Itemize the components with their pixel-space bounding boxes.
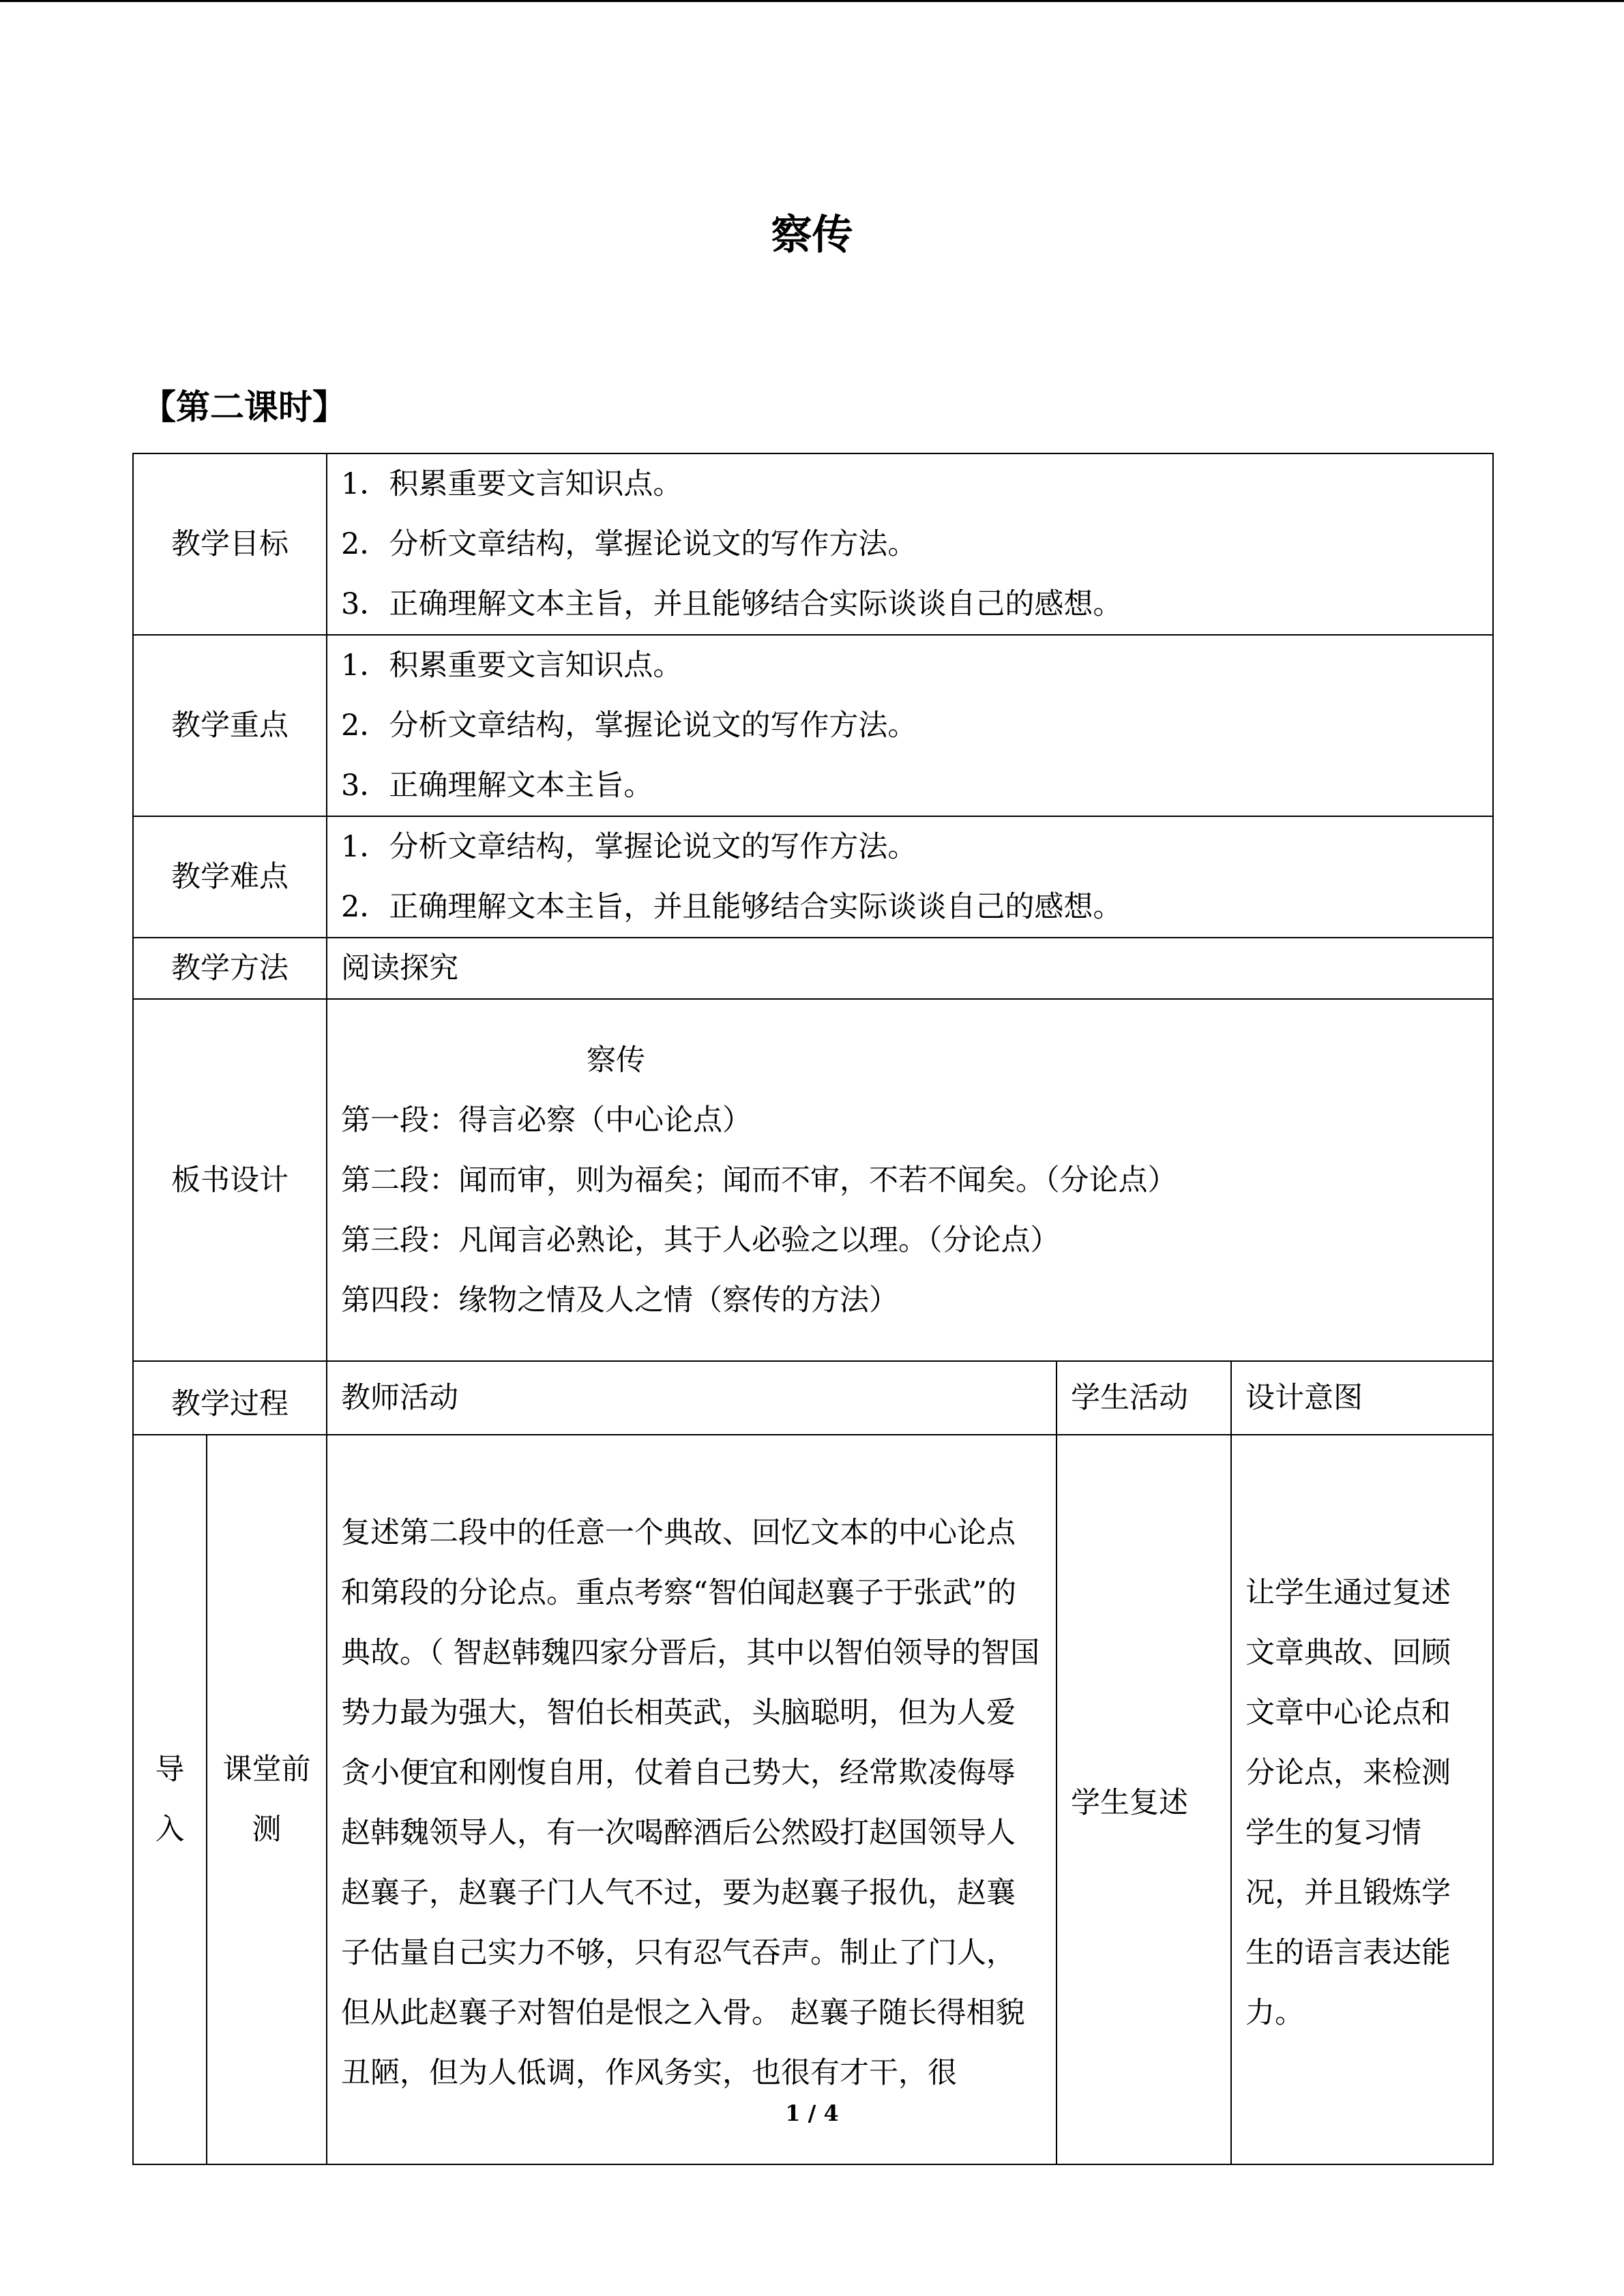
method-row <box>133 938 1493 999</box>
design-intent-text: 让学生通过复述文章典故、回顾文章中心论点和分论点，来检测学生的复习情况，并且锻炼学生的语言表达能力。 <box>1231 1435 1493 2164</box>
method-value: 阅读探究 <box>327 938 1493 999</box>
step-label: 课堂前测 <box>207 1435 327 2164</box>
board-label: 板书设计 <box>133 999 327 1361</box>
key-point-item: 1．积累重要文言知识点。 <box>341 648 683 683</box>
teacher-activity-header: 教师活动 <box>327 1361 1057 1435</box>
difficulties-content <box>327 816 1493 938</box>
difficulties-row <box>133 816 1493 938</box>
key-points-row <box>133 635 1493 816</box>
design-intent-header: 设计意图 <box>1231 1361 1493 1435</box>
student-activity-text: 学生复述 <box>1057 1435 1231 2164</box>
key-points-content <box>327 635 1493 816</box>
page-number: 1 / 4 <box>785 2100 839 2126</box>
difficulty-item: 1．分析文章结构，掌握论说文的写作方法。 <box>341 830 917 864</box>
board-content <box>327 999 1493 1361</box>
key-points-label: 教学重点 <box>133 635 327 816</box>
student-activity-header: 学生活动 <box>1057 1361 1231 1435</box>
objectives-content <box>327 453 1493 635</box>
process-header-row <box>133 1361 1493 1435</box>
page-title: 察传 <box>771 211 853 259</box>
key-point-item: 3．正确理解文本主旨。 <box>341 769 653 803</box>
session-heading: 【第二课时】 <box>142 387 346 427</box>
difficulty-item: 2．正确理解文本主旨，并且能够结合实际谈谈自己的感想。 <box>341 890 1123 924</box>
key-point-item: 2．分析文章结构，掌握论说文的写作方法。 <box>341 709 917 743</box>
top-border <box>0 0 1624 2</box>
objective-item: 3．正确理解文本主旨，并且能够结合实际谈谈自己的感想。 <box>341 587 1123 621</box>
stage-label: 导入 <box>133 1435 207 2164</box>
board-line: 第二段：闻而审，则为福矣；闻而不审，不若不闻矣。（分论点） <box>341 1163 1177 1197</box>
process-label: 教学过程 <box>133 1361 327 1435</box>
method-label: 教学方法 <box>133 938 327 999</box>
objectives-row <box>133 453 1493 635</box>
objective-item: 1．积累重要文言知识点。 <box>341 467 683 501</box>
board-line: 第四段：缘物之情及人之情（察传的方法） <box>341 1283 898 1317</box>
lesson-plan-table <box>132 453 1494 2165</box>
board-line: 第三段：凡闻言必熟论，其于人必验之以理。（分论点） <box>341 1223 1060 1257</box>
objectives-label: 教学目标 <box>133 453 327 635</box>
objective-item: 2．分析文章结构，掌握论说文的写作方法。 <box>341 527 917 561</box>
intro-row <box>133 1435 1493 2164</box>
board-row <box>133 999 1493 1361</box>
teacher-activity-text: 复述第二段中的任意一个典故、回忆文本的中心论点和第段的分论点。重点考察“智伯闻赵襄子于张武”的典故。（ 智赵韩魏四家分晋后，其中以智伯领导的智国势力最为强大，智伯长相英武，头脑聪明，但为人爱贪小便宜和刚愎自用，仗着自己势大，经常欺凌侮辱赵韩魏领导人，有一次喝醉酒后公然殴打赵国领导人赵襄子，赵襄子门人气不过，要为赵襄子报仇，赵襄子估量自己实力不够，只有忍气吞声。制止了门人，但从此赵襄子对智伯是恨之入骨。 赵襄子随长得相貌丑陋，但为人低调，作风务实，也很有才干，很 <box>327 1435 1057 2164</box>
board-line: 第一段：得言必察（中心论点） <box>341 1103 752 1137</box>
board-title: 察传 <box>587 1043 645 1077</box>
difficulties-label: 教学难点 <box>133 816 327 938</box>
